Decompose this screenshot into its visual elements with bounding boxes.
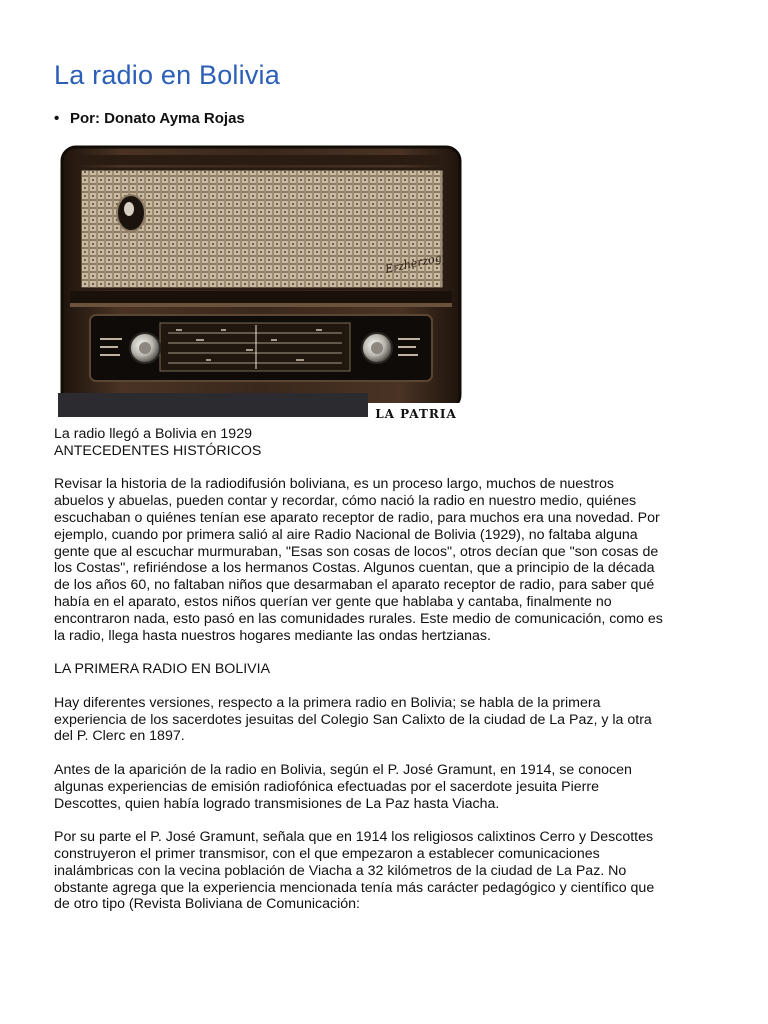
bullet: • <box>54 110 60 127</box>
photo-credit: LA PATRIA <box>375 407 457 421</box>
section-heading-primera-radio: LA PRIMERA RADIO EN BOLIVIA <box>54 661 271 678</box>
section-heading-antecedentes: ANTECEDENTES HISTÓRICOS <box>54 442 262 459</box>
paragraph-1: Revisar la historia de la radiodifusión boliviana, es un proceso largo, muchos de nuestros abuelos y abuelas, pueden contar y recordar, cómo nació la radio en nuestro medio, quiénes escuchaban o quiénes tenían ese aparato receptor de radio, para muchos era una novedad. Por ejemplo, cuando por primera salió al aire Radio Nacional de Bolivia (1929), no faltaba alguna gente que al escuchar murmuraban, "Esas son cosas de locos", otros decían que "son cosas de los Costas", refiriéndose a los hermanos Costas. Algunos cuentan, que a principio de la década de los años 60, no faltaban niños que desarmaban el aparato receptor de radio, para saber qué había en el aparato, estos niños querían ver gente que hablaba y cantaba, finalmente no encontraron nada, esto pasó en las comunidades rurales. Este medio de comunicación, como es la radio, llega hasta nuestros hogares mediante las ondas hertzianas. <box>54 476 663 644</box>
paragraph-4: Por su parte el P. José Gramunt, señala que en 1914 los religiosos calixtinos Cerro y Descottes construyeron el primer transmisor, con el que empezaron a establecer comunicaciones inalámbricas con la vecina población de Viacha a 32 kilómetros de la ciudad de La Paz. No obstante agrega que la experiencia mencionada tenía más carácter pedagógico y científico que de otro tipo (Revista Boliviana de Comunicación: <box>54 829 655 913</box>
author-line <box>54 110 245 127</box>
paragraph-3: Antes de la aparición de la radio en Bolivia, según el P. José Gramunt, en 1914, se conocen algunas experiencias de emisión radiofónica efectuadas por el sacerdote jesuita Pierre Descottes, quien había logrado transmisiones de La Paz hasta Viacha. <box>54 761 632 812</box>
author-name: Por: Donato Ayma Rojas <box>70 110 245 127</box>
paragraph-2: Hay diferentes versiones, respecto a la primera radio en Bolivia; se habla de la primera experiencia de los sacerdotes jesuitas del Colegio San Calixto de la ciudad de La Paz, y la otra del P. Clerc en 1897. <box>54 694 652 745</box>
radio-brand-script: Erzherzog <box>383 251 443 276</box>
page-title: La radio en Bolivia <box>54 60 280 90</box>
vintage-radio-photo <box>56 143 466 423</box>
photo-caption: La radio llegó a Bolivia en 1929 <box>54 426 252 442</box>
article-body <box>54 426 664 930</box>
